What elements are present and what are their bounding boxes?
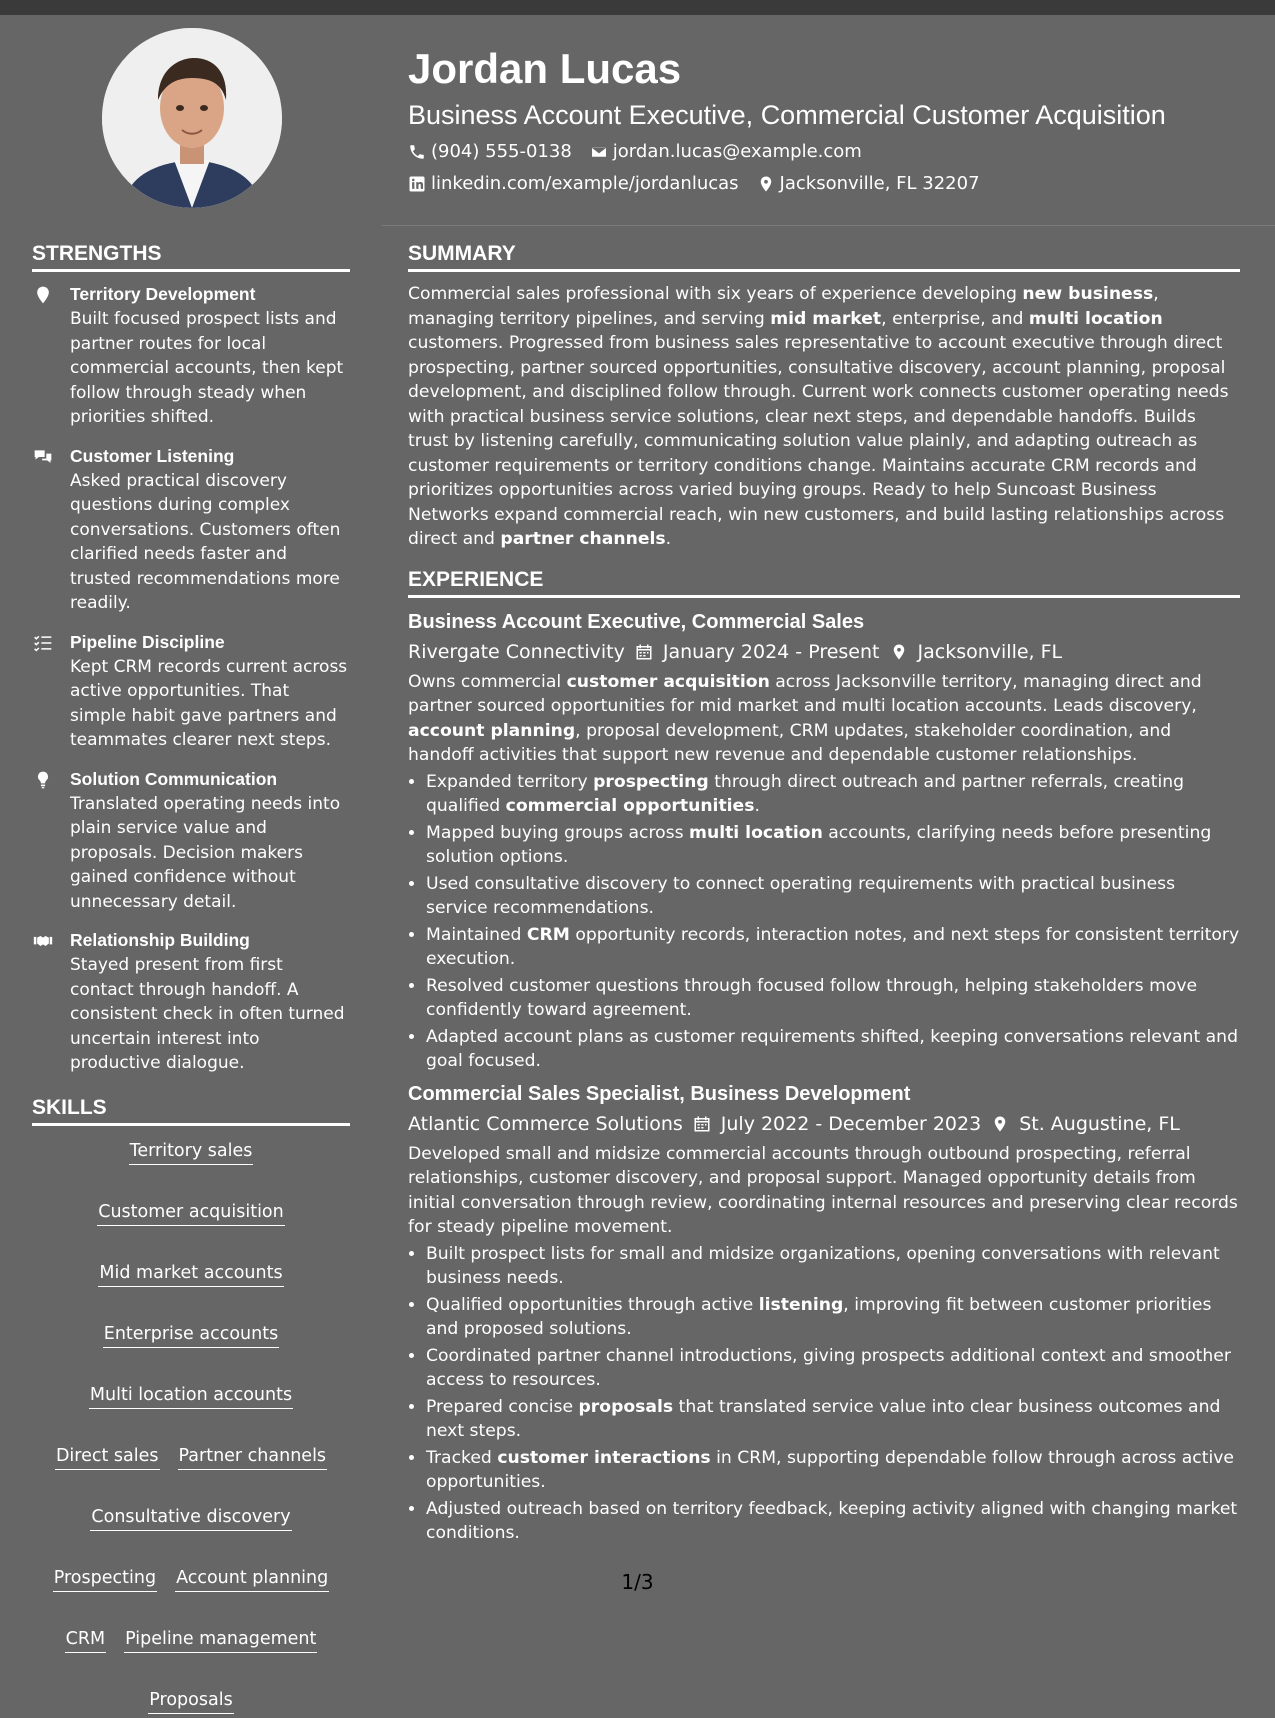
resume-header [408, 40, 1248, 200]
header-divider [382, 225, 1275, 226]
skill-tag: CRM [65, 1628, 106, 1653]
avatar-illustration [102, 28, 282, 208]
job-company: Atlantic Commerce Solutions [408, 1112, 683, 1135]
calendar-icon [635, 642, 653, 662]
map-pin-icon [32, 285, 54, 305]
job-meta [408, 1108, 1240, 1140]
contact-linkedin[interactable] [408, 168, 739, 200]
skill-tag: Proposals [148, 1689, 233, 1714]
strength-item [32, 630, 350, 753]
job-bullet: • Coordinated partner channel introductions, giving prospects additional context and smoother access to resources. [426, 1344, 1240, 1393]
checklist-icon [32, 633, 54, 653]
job-meta [408, 636, 1240, 668]
chat-bubbles-icon [32, 447, 54, 467]
email-text: jordan.lucas@example.com [612, 141, 862, 162]
contact-email[interactable] [590, 136, 862, 168]
job-bullet: • Resolved customer questions through focused follow through, helping stakeholders move confidently toward agreement. [426, 974, 1240, 1023]
skills-list [32, 1136, 350, 1718]
top-bar [0, 0, 1275, 15]
skill-tag: Territory sales [129, 1140, 254, 1165]
job-bullet: • Built prospect lists for small and midsize organizations, opening conversations with relevant business needs. [426, 1242, 1240, 1291]
job-dates: January 2024 - Present [662, 640, 880, 663]
job-description: Owns commercial customer acquisition across Jacksonville territory, managing direct and partner sourced opportunities for mid market and multi location accounts. Leads discovery, account planning, proposal development, CRM updates, stakeholder coordination, and handoff activities that support new revenue and dependable customer relationships. [408, 671, 1202, 765]
skill-tag: Direct sales [55, 1445, 160, 1470]
skill-tag: Prospecting [53, 1567, 157, 1592]
job-location: St. Augustine, FL [1019, 1112, 1180, 1135]
phone-text: (904) 555-0138 [431, 141, 572, 162]
calendar-icon [693, 1114, 711, 1134]
job-bullet: • Adjusted outreach based on territory feedback, keeping activity aligned with changing market conditions. [426, 1497, 1240, 1546]
linkedin-icon [408, 175, 426, 193]
page-indicator: 1/3 [621, 1570, 654, 1594]
job-bullet: • Expanded territory prospecting through direct outreach and partner referrals, creating qualified commercial opportunities. [426, 770, 1240, 819]
job-bullet: • Used consultative discovery to connect operating requirements with practical business service recommendations. [426, 872, 1240, 921]
strength-item [32, 928, 350, 1076]
strength-title: Solution Communication [70, 768, 278, 789]
job-bullets [408, 770, 1240, 1074]
job-location: Jacksonville, FL [917, 640, 1063, 663]
job-dates: July 2022 - December 2023 [720, 1112, 982, 1135]
strengths-list [32, 282, 350, 1076]
job-company: Rivergate Connectivity [408, 640, 625, 663]
envelope-icon [590, 143, 608, 161]
skill-tag: Mid market accounts [98, 1262, 283, 1287]
skill-tag: Account planning [175, 1567, 329, 1592]
job-description: Developed small and midsize commercial accounts through outbound prospecting, referral relationships, customer discovery, and proposal support. Managed opportunity details from initial conversation through review, coordinating internal resources and preserving clear records for steady pipeline movement. [408, 1143, 1238, 1237]
skill-tag: Multi location accounts [89, 1384, 293, 1409]
strength-text: Translated operating needs into plain service value and proposals. Decision makers gained confidence without unnecessary detail. [70, 793, 341, 912]
job-entry [408, 608, 1240, 1074]
contact-row-1 [408, 136, 1248, 168]
contact-location [757, 168, 980, 200]
skills-section [32, 1094, 350, 1718]
location-text: Jacksonville, FL 32207 [779, 173, 980, 194]
strength-title: Territory Development [70, 284, 256, 304]
job-bullets [408, 1242, 1240, 1546]
lightbulb-icon [32, 770, 54, 790]
profile-photo [102, 28, 282, 208]
skill-tag: Customer acquisition [97, 1201, 284, 1226]
contact-phone[interactable] [408, 136, 572, 168]
job-bullet: • Mapped buying groups across multi location accounts, clarifying needs before presenting solution options. [426, 821, 1240, 870]
skill-tag: Enterprise accounts [103, 1323, 279, 1348]
job-bullet: • Adapted account plans as customer requirements shifted, keeping conversations relevant and goal focused. [426, 1025, 1240, 1074]
phone-icon [408, 143, 426, 161]
strength-item [32, 767, 350, 915]
strength-item [32, 282, 350, 430]
right-column [408, 240, 1240, 1548]
strength-title: Pipeline Discipline [70, 631, 225, 652]
strengths-title: STRENGTHS [32, 240, 350, 272]
experience-title: EXPERIENCE [408, 566, 1240, 598]
strength-title: Relationship Building [70, 930, 250, 950]
jobs-list [408, 608, 1240, 1546]
map-pin-icon [757, 175, 775, 193]
job-bullet: • Qualified opportunities through active listening, improving fit between customer priorities and proposed solutions. [426, 1293, 1240, 1342]
skill-tag: Consultative discovery [90, 1506, 291, 1531]
map-pin-icon [890, 642, 908, 662]
strength-title: Customer Listening [70, 445, 235, 466]
skill-tag: Pipeline management [124, 1628, 317, 1653]
job-entry [408, 1080, 1240, 1546]
linkedin-text: linkedin.com/example/jordanlucas [431, 173, 739, 194]
skills-title: SKILLS [32, 1094, 350, 1126]
strength-text: Stayed present from first contact through handoff. A consistent check in often turned uncertain interest into productive dialogue. [70, 955, 345, 1073]
job-bullet: • Prepared concise proposals that translated service value into clear business outcomes and next steps. [426, 1395, 1240, 1444]
candidate-headline: Business Account Executive, Commercial Customer Acquisition [408, 100, 1166, 130]
candidate-name: Jordan Lucas [408, 45, 682, 92]
skill-tag: Partner channels [178, 1445, 328, 1470]
experience-section [408, 566, 1240, 1546]
strength-item [32, 444, 350, 616]
map-pin-icon [991, 1114, 1009, 1134]
strength-text: Kept CRM records current across active opportunities. That simple habit gave partners and teammates clearer next steps. [70, 656, 348, 750]
summary-section [408, 240, 1240, 552]
job-bullet: • Maintained CRM opportunity records, interaction notes, and next steps for consistent territory execution. [426, 923, 1240, 972]
contact-row-2 [408, 168, 1248, 200]
strength-text: Built focused prospect lists and partner routes for local commercial accounts, then kept follow through steady when priorities shifted. [70, 309, 344, 427]
summary-text: Commercial sales professional with six years of experience developing new business, managing territory pipelines, and serving mid market, enterprise, and multi location customers. Progressed from business sales representative to account executive through direct prospecting, partner sourced opportunities, consultative discovery, account planning, proposal development, and disciplined follow through. Current work connects customer operating needs with practical business service solutions, clear next steps, and dependable handoffs. Builds trust by listening carefully, communicating solution value plainly, and adapting outreach as customer requirements or territory conditions change. Maintains accurate CRM records and prioritizes opportunities across varied buying groups. Ready to help Suncoast Business Networks expand commercial reach, win new customers, and build lasting relationships across direct and partner channels. [408, 284, 1229, 549]
left-column [32, 240, 350, 1718]
job-bullet: • Tracked customer interactions in CRM, supporting dependable follow through across active opportunities. [426, 1446, 1240, 1495]
summary-title: SUMMARY [408, 240, 1240, 272]
job-title: Business Account Executive, Commercial Sales [408, 610, 865, 633]
job-title: Commercial Sales Specialist, Business Development [408, 1082, 911, 1105]
strength-text: Asked practical discovery questions during complex conversations. Customers often clarified needs faster and trusted recommendations more readily. [70, 470, 341, 613]
handshake-icon [32, 931, 54, 951]
